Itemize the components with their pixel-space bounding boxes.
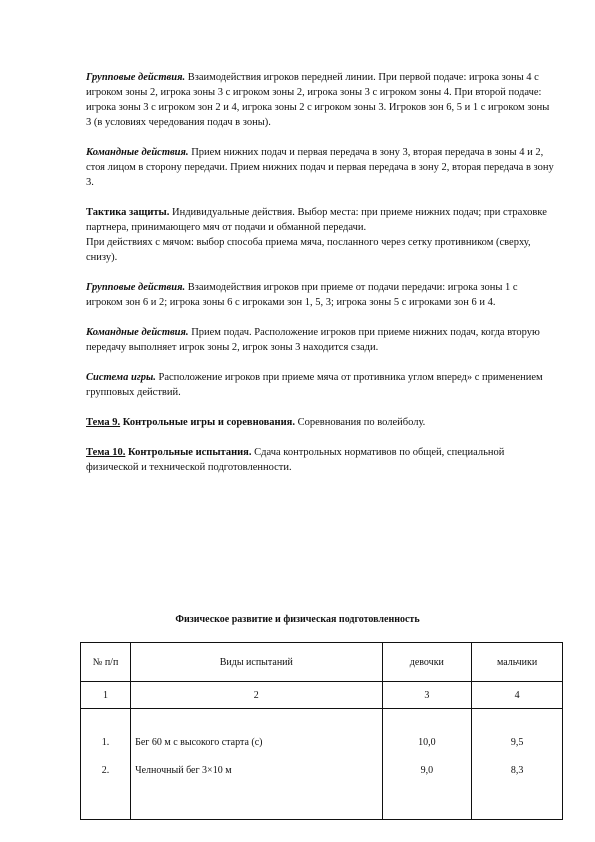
table-column-numbers-row: [81, 682, 563, 709]
test-name: Бег 60 м с высокого старта (с): [135, 737, 263, 748]
paragraph-defense-tactics: [86, 205, 556, 265]
column-number: 4: [472, 682, 563, 709]
boys-value: 9,5: [510, 737, 524, 748]
column-number: 1: [81, 682, 131, 709]
paragraph-topic-9: [86, 415, 556, 430]
girls-value: 9,0: [420, 765, 434, 776]
document-body: [86, 70, 556, 490]
header-number: № п/п: [81, 643, 131, 682]
paragraph-text-2: При действиях с мячом: выбор способа приема мяча, посланного через сетку противником (сверху, снизу).: [86, 237, 531, 263]
paragraph-topic-10: [86, 445, 556, 475]
row-number: 1.: [101, 737, 110, 748]
paragraph-text: Соревнования по волейболу.: [294, 417, 426, 428]
paragraph-game-system: [86, 370, 556, 400]
paragraph-title: Тактика защиты.: [86, 207, 170, 218]
girls-value: 10,0: [418, 737, 436, 748]
row-girls-cell: [382, 709, 472, 820]
paragraph-title: Система игры.: [86, 372, 156, 383]
header-girls: девочки: [382, 643, 472, 682]
paragraph-title: Групповые действия.: [86, 282, 186, 293]
test-name: Челночный бег 3×10 м: [135, 765, 232, 776]
paragraph-title: Командные действия.: [86, 327, 189, 338]
paragraph-group-actions-2: [86, 280, 556, 310]
paragraph-title: Групповые действия.: [86, 72, 186, 83]
topic-number: Тема 9.: [86, 417, 121, 428]
paragraph-text: Прием подач. Расположение игроков при приеме нижних подач, когда вторую передачу выполняет игрок зоны 2, игрок зоны 3 находится сзади.: [86, 327, 540, 353]
paragraph-team-actions-2: [86, 325, 556, 355]
paragraph-title: Контрольные игры и соревнования.: [120, 417, 295, 428]
paragraph-title: Командные действия.: [86, 147, 189, 158]
row-number: 2.: [101, 765, 110, 776]
paragraph-group-actions-1: [86, 70, 556, 130]
header-boys: мальчики: [472, 643, 563, 682]
row-boys-cell: [472, 709, 563, 820]
paragraph-text: Взаимодействия игроков при приеме от подачи передачи: игрока зоны 1 с игроком зон 6 и 2; игрока зоны 6 с игроками зон 1, 5, 3; игрока зоны 5 с игроками зон 6 и 4.: [86, 282, 518, 308]
table-caption: Физическое развитие и физическая подготовленность: [175, 614, 420, 625]
row-names-cell: [131, 709, 382, 820]
boys-value: 8,3: [510, 765, 524, 776]
table-row: [81, 709, 563, 820]
paragraph-text: Взаимодействия игроков передней линии. При первой подаче: игрока зоны 4 с игроком зоны 2, игрока зоны 3 с игроком зоны 2, игрока зоны 3 с игроком зоны 4. При второй подаче: игрока зоны 3 с игроком зон 2 и 4, игрока зоны 2 с игроком зоны 3. Игроков зон 6, 5 и 1 с игроком зоны 3 (в условиях чередования подач в зоны).: [86, 72, 550, 128]
column-number: 3: [382, 682, 472, 709]
row-numbers-cell: [81, 709, 131, 820]
paragraph-title: Контрольные испытания.: [125, 447, 252, 458]
column-number: 2: [131, 682, 382, 709]
paragraph-text: Сдача контрольных нормативов по общей, специальной физической и технической подготовленности.: [86, 447, 505, 473]
paragraph-text: Прием нижних подач и первая передача в зону 3, вторая передача в зоны 4 и 2, стоя лицом в сторону передачи. Прием нижних подач и первая передача в зону 2, вторая передача в зону 3.: [86, 147, 554, 188]
table-header-row: [81, 643, 563, 682]
paragraph-team-actions-1: [86, 145, 556, 190]
fitness-table: [80, 642, 563, 820]
topic-number: Тема 10.: [86, 447, 126, 458]
paragraph-text: Индивидуальные действия. Выбор места: при приеме нижних подач; при страховке партнера, принимающего мяч от подачи и обманной передачи.: [86, 207, 547, 233]
paragraph-text: Расположение игроков при приеме мяча от противника углом вперед» с применением групповых действий.: [86, 372, 543, 398]
header-test-type: Виды испытаний: [131, 643, 382, 682]
